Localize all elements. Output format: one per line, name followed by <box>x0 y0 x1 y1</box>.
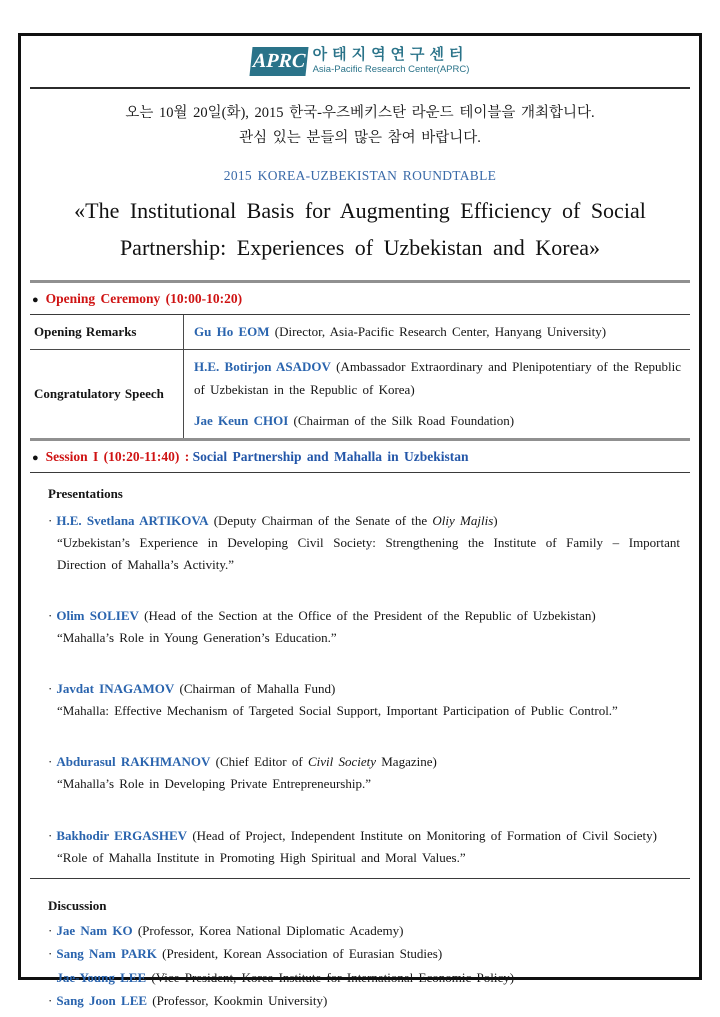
session1-heading <box>30 441 690 472</box>
speaker-desc: (Director, Asia-Pacific Research Center, Hanyang University) <box>269 324 607 340</box>
header-rule <box>30 87 690 89</box>
presenter-name: H.E. Svetlana ARTIKOVA <box>56 512 209 528</box>
presenter-line <box>48 825 682 847</box>
table-row <box>30 315 690 349</box>
discussant-list <box>48 919 682 1013</box>
presenter-affiliation-end: Magazine) <box>376 754 437 770</box>
session1-heading-text <box>46 449 469 465</box>
presentation-title: “Mahalla’s Role in Developing Private Entrepreneurship.” <box>57 776 371 792</box>
spacer <box>48 796 682 817</box>
presenter-affiliation-end: ) <box>493 512 498 528</box>
opening-ceremony-table <box>30 314 690 440</box>
table-row <box>30 349 690 437</box>
presenter-affiliation: (Chief Editor of <box>210 754 308 770</box>
item-bullet-icon: · <box>48 608 53 623</box>
item-bullet-icon: · <box>48 946 53 962</box>
discussant-desc: (Professor, Kookmin University) <box>147 993 328 1009</box>
discussant-item <box>48 919 682 943</box>
row-label: Opening Remarks <box>34 324 137 340</box>
presenter-affiliation: (Head of Project, Independent Institute on Monitoring of Formation of Civil Society) <box>187 827 657 843</box>
discussant-desc: (Vice President, Korea Institute for International Economic Policy) <box>146 969 515 985</box>
row-label: Congratulatory Speech <box>34 386 164 402</box>
item-bullet-icon: · <box>48 754 53 770</box>
discussant-name: Sang Nam PARK <box>56 946 157 962</box>
presentation-title: “Uzbekistan’s Experience in Developing Civil Society: Strengthening the Institute of Family – Important Direction of Mahalla’s Activity.” <box>57 534 680 572</box>
session1-heading-red: Session I (10:20-11:40) : <box>45 448 190 464</box>
discussant-desc: (President, Korean Association of Eurasian Studies) <box>156 946 443 962</box>
speaker-desc: (Ambassador Extraordinary and Plenipotentiary of the Republic of Uzbekistan in the Republic of Korea) <box>194 359 682 397</box>
presenter-name: Bakhodir ERGASHEV <box>56 827 188 843</box>
presenter-name: Javdat INAGAMOV <box>56 681 175 697</box>
presenter-line <box>48 510 682 532</box>
event-title-line-1: «The Institutional Basis for Augmenting Efficiency of Social <box>74 197 646 223</box>
event-title <box>30 193 690 266</box>
event-subtitle: 2015 KOREA-UZBEKISTAN ROUNDTABLE <box>223 167 497 183</box>
intro-line-1: 오는 10월 20일(화), 2015 한국-우즈베키스탄 라운드 테이블을 개최합니다. <box>125 105 595 121</box>
speaker-entry <box>194 321 688 343</box>
presentations-block <box>30 486 690 869</box>
discussant-name: Sang Joon LEE <box>56 993 148 1009</box>
presenter-name: Olim SOLIEV <box>56 608 139 623</box>
logo-english-name: Asia-Pacific Research Center(APRC) <box>312 63 470 75</box>
intro-line-2: 관심 있는 분들의 많은 참여 바랍니다. <box>239 129 481 146</box>
presenter-affiliation-italic: Civil Society <box>307 754 376 770</box>
intro-text <box>30 101 690 151</box>
discussant-desc: (Professor, Korea National Diplomatic Academy) <box>132 922 404 938</box>
presentation-item <box>48 678 682 722</box>
presenter-name: Abdurasul RAKHMANOV <box>56 754 211 770</box>
speaker-entry <box>194 410 688 432</box>
presentations-close-rule <box>30 878 690 879</box>
document-page <box>18 33 702 1009</box>
item-bullet-icon: · <box>48 922 53 938</box>
discussant-item <box>48 966 682 990</box>
discussant-name: Jae Nam KO <box>56 922 133 938</box>
logo-text-block <box>313 47 470 75</box>
presentation-item <box>48 605 682 649</box>
presenter-line <box>48 678 682 700</box>
discussant-name: Jae-Young LEE <box>56 969 147 985</box>
speaker-name: Gu Ho EOM <box>194 324 270 340</box>
aprc-logo-icon <box>249 47 308 76</box>
discussion-block <box>30 898 690 1013</box>
presenter-affiliation: (Head of the Section at the Office of the President of the Republic of Uzbekistan) <box>138 608 596 623</box>
presenter-line <box>48 605 682 627</box>
item-bullet-icon: · <box>48 827 53 843</box>
opening-ceremony-title: Opening Ceremony (10:00-10:20) <box>45 291 243 307</box>
session1-rule <box>30 472 690 473</box>
presentation-title: “Mahalla: Effective Mechanism of Targeted Social Support, Important Participation of Public Control.” <box>57 703 618 719</box>
presentations-label: Presentations <box>48 485 123 501</box>
speaker-desc: (Chairman of the Silk Road Foundation) <box>288 412 515 428</box>
session1-heading-blue: Social Partnership and Mahalla in Uzbekistan <box>192 448 469 464</box>
item-bullet-icon: · <box>48 969 53 985</box>
header-logo <box>30 43 690 79</box>
presenter-affiliation: (Chairman of Mahalla Fund) <box>174 681 336 697</box>
item-bullet-icon: · <box>48 681 53 697</box>
discussant-item <box>48 942 682 966</box>
presentation-title: “Role of Mahalla Institute in Promoting High Spiritual and Moral Values.” <box>57 849 466 865</box>
row-value <box>183 315 690 349</box>
opening-ceremony-heading <box>30 283 690 314</box>
discussant-item <box>48 989 682 1013</box>
presenter-line <box>48 751 682 773</box>
presentation-item <box>48 825 682 869</box>
event-title-line-2: Partnership: Experiences of Uzbekistan and Korea» <box>119 234 601 260</box>
spacer <box>48 722 682 743</box>
presentation-title: “Mahalla’s Role in Young Generation’s Education.” <box>57 630 337 646</box>
speaker-entry <box>194 356 688 400</box>
bullet-icon: ● <box>32 451 39 464</box>
spacer <box>48 649 682 670</box>
presenter-affiliation: (Deputy Chairman of the Senate of the <box>208 512 433 528</box>
presenter-affiliation-italic: Oliy Majlis <box>432 512 494 528</box>
discussion-label: Discussion <box>48 897 107 913</box>
item-bullet-icon: · <box>48 993 53 1009</box>
row-value <box>183 350 690 437</box>
presentation-item <box>48 510 682 576</box>
bullet-icon: ● <box>32 294 39 307</box>
speaker-name: H.E. Botirjon ASADOV <box>194 359 331 375</box>
logo-korean-name: 아태지역연구센터 <box>312 46 469 64</box>
item-bullet-icon: · <box>48 512 53 528</box>
aprc-logo-acronym: APRC <box>251 49 306 72</box>
speaker-name: Jae Keun CHOI <box>194 412 289 428</box>
spacer <box>48 576 682 597</box>
presentation-item <box>48 751 682 795</box>
